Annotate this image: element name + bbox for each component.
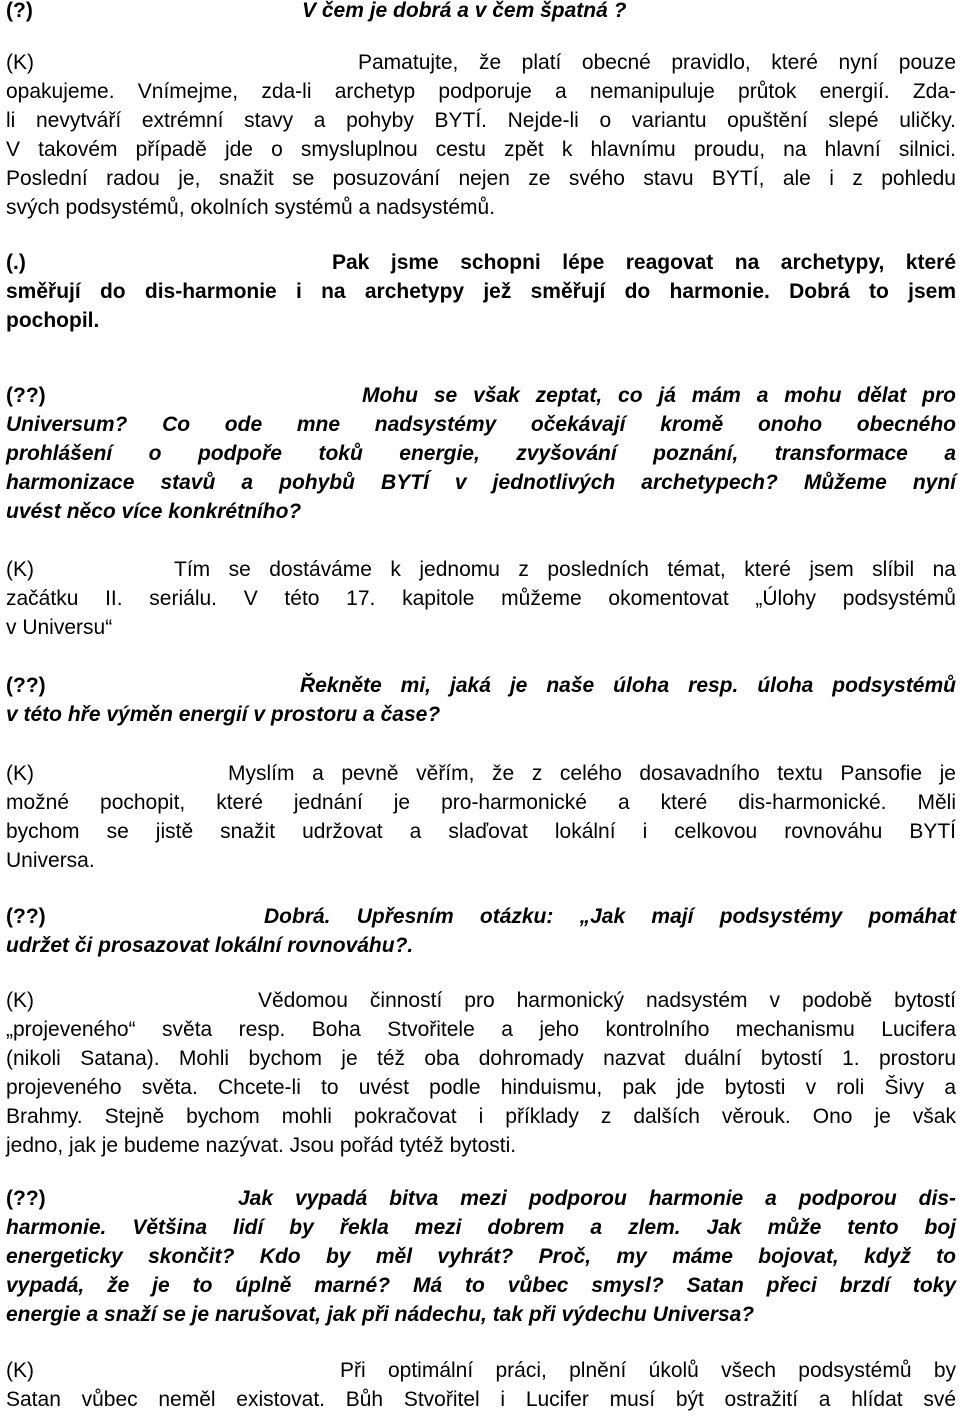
line-text: Řekněte mi, jaká je naše úloha resp. úloha podsystémů [300, 674, 956, 697]
line-text: Myslím a pevně věřím, že z celého dosavadního textu Pansofie je [228, 762, 956, 785]
text-line: energeticky skončit? Kdo by měl vyhrát? Proč, my máme bojovat, když to [6, 1245, 956, 1268]
paragraph [6, 555, 956, 642]
paragraph [6, 1356, 956, 1414]
line-text: Pak jsme schopni lépe reagovat na archetypy, které [332, 251, 956, 274]
text-line: uvést něco více konkrétního? [6, 500, 302, 523]
text-line [6, 381, 956, 410]
text-line: v Universu“ [6, 616, 113, 639]
text-line [6, 48, 956, 77]
text-line: harmonizace stavů a pohybů BYTÍ v jednotlivých archetypech? Můžeme nyní [6, 471, 956, 494]
text-line [6, 0, 956, 25]
line-text: Pamatujte, že platí obecné pravidlo, které nyní pouze [358, 51, 956, 74]
speaker-tag: (?) [6, 0, 33, 22]
speaker-tag: (??) [6, 905, 46, 928]
text-line: svých podsystémů, okolních systémů a nadsystémů. [6, 196, 496, 219]
paragraph [6, 48, 956, 222]
text-line: začátku II. seriálu. V této 17. kapitole můžeme okomentovat „Úlohy podsystémů [6, 587, 956, 610]
paragraph [6, 248, 956, 335]
text-line: udržet či prosazovat lokální rovnováhu?. [6, 934, 414, 957]
text-line: bychom se jistě snažit udržovat a slaďovat lokální i celkovou rovnováhu BYTÍ [6, 820, 956, 843]
text-line [6, 248, 956, 277]
text-line: možné pochopit, které jednání je pro-harmonické a které dis-harmonické. Měli [6, 791, 956, 814]
paragraph [6, 1184, 956, 1329]
text-line: li nevytváří extrémní stavy a pohyby BYTÍ. Nejde-li o variantu opuštění slepé uličky. [6, 109, 956, 132]
line-text: V čem je dobrá a v čem špatná ? [302, 0, 627, 22]
text-line: Universum? Co ode mne nadsystémy očekávají kromě onoho obecného [6, 413, 956, 436]
speaker-tag: (??) [6, 674, 46, 697]
text-line: v této hře výměn energií v prostoru a čase? [6, 703, 441, 726]
line-text: Dobrá. Upřesním otázku: „Jak mají podsystémy pomáhat [264, 905, 956, 928]
line-text: Tím se dostáváme k jednomu z posledních témat, které jsem slíbil na [174, 558, 956, 581]
line-text: Mohu se však zeptat, co já mám a mohu dělat pro [362, 384, 956, 407]
speaker-tag: (K) [6, 762, 34, 785]
line-text: Jak vypadá bitva mezi podporou harmonie a podporou dis- [238, 1187, 956, 1210]
text-line: prohlášení o podpoře toků energie, zvyšování poznání, transformace a [6, 442, 956, 465]
line-text: Vědomou činností pro harmonický nadsystém v podobě bytostí [258, 989, 956, 1012]
paragraph [6, 759, 956, 875]
speaker-tag: (K) [6, 989, 34, 1012]
text-line: (nikoli Satana). Mohli bychom je též oba dohromady nazvat duální bytostí 1. prostoru [6, 1047, 956, 1070]
text-line: Poslední radou je, snažit se posuzování nejen ze svého stavu BYTÍ, ale i z pohledu [6, 167, 956, 190]
paragraph [6, 0, 956, 25]
text-line: Brahmy. Stejně bychom mohli pokračovat i příklady z dalších věrouk. Ono je však [6, 1105, 956, 1128]
text-line [6, 1356, 956, 1385]
paragraph [6, 902, 956, 960]
paragraph [6, 381, 956, 526]
text-line [6, 555, 956, 584]
paragraph [6, 986, 956, 1160]
text-line [6, 1184, 956, 1213]
speaker-tag: (.) [6, 251, 26, 274]
text-line [6, 759, 956, 788]
speaker-tag: (K) [6, 1359, 34, 1382]
speaker-tag: (??) [6, 1187, 46, 1210]
text-line [6, 671, 956, 700]
text-line: Universa. [6, 849, 95, 872]
text-line: V takovém případě jde o smysluplnou cestu zpět k hlavnímu proudu, na hlavní silnici. [6, 138, 956, 161]
speaker-tag: (??) [6, 384, 46, 407]
text-line: Satan vůbec neměl existovat. Bůh Stvořitel i Lucifer musí být ostražití a hlídat své [6, 1388, 956, 1411]
paragraph [6, 671, 956, 729]
line-text: Při optimální práci, plnění úkolů všech podsystémů by [340, 1359, 956, 1382]
text-line: pochopil. [6, 309, 100, 332]
speaker-tag: (K) [6, 51, 34, 74]
text-line: vypadá, že je to úplně marné? Má to vůbec smysl? Satan přeci brzdí toky [6, 1274, 956, 1297]
text-line [6, 986, 956, 1015]
text-line: projeveného světa. Chcete-li to uvést podle hinduismu, pak jde bytosti v roli Šivy a [6, 1076, 956, 1099]
text-line [6, 902, 956, 931]
speaker-tag: (K) [6, 558, 34, 581]
text-line: „projeveného“ světa resp. Boha Stvořitele a jeho kontrolního mechanismu Lucifera [6, 1018, 956, 1041]
text-line: jedno, jak je budeme nazývat. Jsou pořád tytéž bytosti. [6, 1134, 517, 1157]
text-line: harmonie. Většina lidí by řekla mezi dobrem a zlem. Jak může tento boj [6, 1216, 956, 1239]
text-line: opakujeme. Vnímejme, zda-li archetyp podporuje a nemanipuluje průtok energií. Zda- [6, 80, 956, 103]
text-line: směřují do dis-harmonie i na archetypy jež směřují do harmonie. Dobrá to jsem [6, 280, 956, 303]
text-line: energie a snaží se je narušovat, jak při nádechu, tak při výdechu Universa? [6, 1303, 755, 1326]
